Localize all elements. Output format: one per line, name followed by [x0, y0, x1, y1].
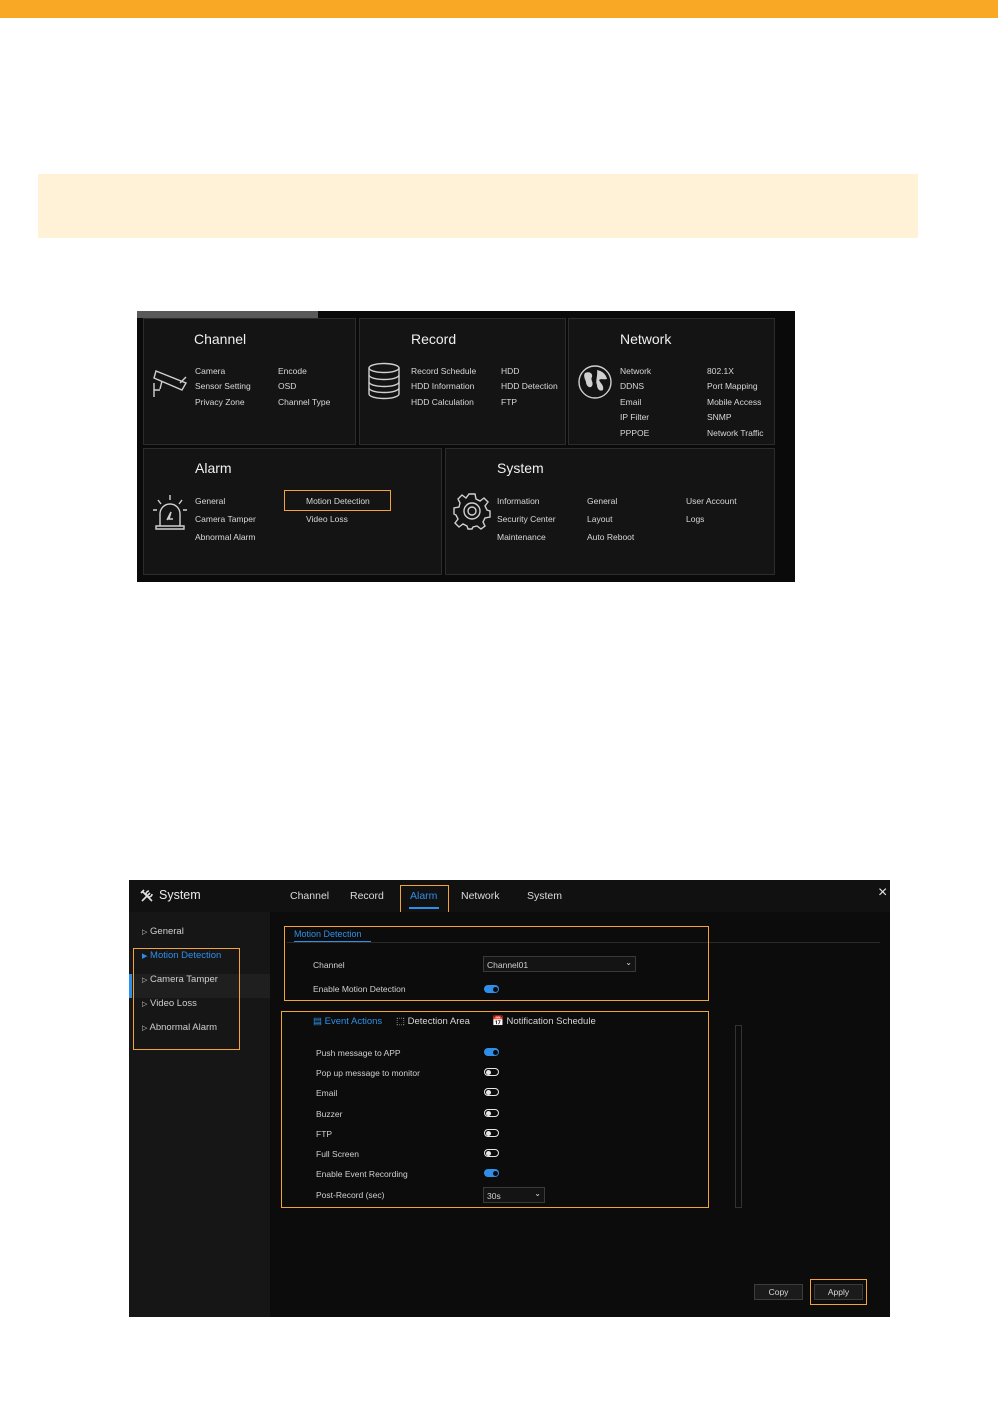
- channel-item-osd[interactable]: OSD: [278, 381, 297, 391]
- sidebar-marker-icon: ▷: [142, 929, 148, 936]
- sidebar-marker-icon: ▷: [142, 1001, 148, 1008]
- alarm-tab-highlight: [400, 885, 449, 914]
- detection-area-icon: ⬚: [396, 1016, 405, 1027]
- sidebar-marker-icon: ▶: [142, 953, 148, 960]
- top-strip: [137, 311, 318, 318]
- system-item-maintenance[interactable]: Maintenance: [497, 532, 546, 542]
- sidebar-item-label: Abnormal Alarm: [149, 1022, 218, 1033]
- calendar-icon: 📅: [492, 1016, 504, 1027]
- channel-tile[interactable]: [143, 318, 356, 445]
- note-box: [38, 174, 918, 238]
- tab-network[interactable]: Network: [461, 890, 500, 902]
- gear-icon: [453, 492, 491, 530]
- action-label: Pop up message to monitor: [316, 1068, 420, 1078]
- network-item-ip-filter[interactable]: IP Filter: [620, 412, 650, 422]
- tab-detection-area-label: Detection Area: [407, 1016, 470, 1027]
- network-item-network[interactable]: Network: [620, 366, 652, 376]
- record-item-hdd-information[interactable]: HDD Information: [411, 381, 475, 391]
- motion-detection-highlight: [284, 490, 391, 511]
- channel-label: Channel: [313, 960, 345, 970]
- alarm-light-icon: [152, 492, 188, 530]
- channel-item-privacy-zone[interactable]: Privacy Zone: [195, 397, 245, 407]
- network-item-port-mapping[interactable]: Port Mapping: [707, 381, 758, 391]
- record-item-hdd-detection[interactable]: HDD Detection: [501, 381, 558, 391]
- post-record-value: 30s: [487, 1191, 501, 1201]
- network-item-8021x[interactable]: 802.1X: [707, 366, 734, 376]
- record-tile[interactable]: [359, 318, 566, 445]
- scrollbar[interactable]: [735, 1025, 742, 1208]
- alarm-item-abnormal-alarm[interactable]: Abnormal Alarm: [195, 532, 256, 542]
- system-item-information[interactable]: Information: [497, 496, 540, 506]
- record-item-record-schedule[interactable]: Record Schedule: [411, 366, 477, 376]
- settings-header: [129, 880, 890, 912]
- settings-top-highlight: [284, 926, 709, 1001]
- alarm-item-video-loss[interactable]: Video Loss: [306, 514, 348, 524]
- apply-highlight: [810, 1279, 867, 1305]
- sidebar-marker-icon: ▷: [142, 1025, 148, 1032]
- tab-system[interactable]: System: [527, 890, 563, 902]
- network-item-network-traffic[interactable]: Network Traffic: [707, 428, 764, 438]
- channel-item-channel-type[interactable]: Channel Type: [278, 397, 331, 407]
- action-label: Buzzer: [316, 1109, 343, 1119]
- chevron-down-icon: ⌄: [625, 958, 632, 967]
- channel-title: Channel: [194, 331, 247, 347]
- sidebar-marker-icon: ▷: [142, 977, 148, 984]
- tab-alarm[interactable]: Alarm: [410, 890, 438, 902]
- tab-notification-schedule-label: Notification Schedule: [506, 1016, 596, 1027]
- action-label: Enable Event Recording: [316, 1169, 408, 1179]
- network-item-snmp[interactable]: SNMP: [707, 412, 732, 422]
- alarm-tile[interactable]: [143, 448, 442, 575]
- sidebar-item-label: Video Loss: [150, 998, 197, 1009]
- system-item-logs[interactable]: Logs: [686, 514, 705, 524]
- record-item-hdd-calculation[interactable]: HDD Calculation: [411, 397, 474, 407]
- channel-item-camera[interactable]: Camera: [195, 366, 226, 376]
- page-header-bar: [0, 0, 998, 18]
- tools-icon: [140, 889, 154, 903]
- close-icon[interactable]: ×: [878, 884, 888, 901]
- settings-app-title: System: [159, 888, 201, 902]
- globe-icon: [577, 364, 613, 400]
- network-item-email[interactable]: Email: [620, 397, 642, 407]
- action-label: FTP: [316, 1129, 333, 1139]
- system-title: System: [497, 460, 544, 476]
- network-title: Network: [620, 331, 672, 347]
- channel-select-value: Channel01: [487, 960, 529, 970]
- copy-button[interactable]: Copy: [754, 1284, 803, 1300]
- network-item-pppoe[interactable]: PPPOE: [620, 428, 650, 438]
- main-menu-screenshot: [137, 311, 795, 582]
- action-label: Push message to APP: [316, 1048, 401, 1058]
- alarm-title: Alarm: [195, 460, 232, 476]
- sidebar-item-label: General: [150, 926, 184, 937]
- database-icon: [367, 362, 401, 400]
- action-label: Email: [316, 1088, 338, 1098]
- tab-channel[interactable]: Channel: [290, 890, 330, 902]
- motion-detection-screenshot: [129, 880, 890, 1317]
- sidebar-highlight: [133, 948, 240, 1050]
- system-item-layout[interactable]: Layout: [587, 514, 613, 524]
- tab-record[interactable]: Record: [350, 890, 384, 902]
- alarm-item-motion-detection[interactable]: Motion Detection: [306, 496, 370, 506]
- network-tile[interactable]: [568, 318, 775, 445]
- system-tile[interactable]: [445, 448, 775, 575]
- channel-item-encode[interactable]: Encode: [278, 366, 307, 376]
- section-tab-motion-detection[interactable]: Motion Detection: [294, 929, 362, 939]
- record-item-hdd[interactable]: HDD: [501, 366, 520, 376]
- action-label: Full Screen: [316, 1149, 359, 1159]
- system-item-user-account[interactable]: User Account: [686, 496, 737, 506]
- event-actions-icon: ▤: [313, 1016, 322, 1027]
- tab-event-actions-label: Event Actions: [324, 1016, 383, 1027]
- post-record-label: Post-Record (sec): [316, 1190, 385, 1200]
- network-item-mobile-access[interactable]: Mobile Access: [707, 397, 762, 407]
- system-item-auto-reboot[interactable]: Auto Reboot: [587, 532, 635, 542]
- apply-button[interactable]: Apply: [814, 1284, 863, 1300]
- sidebar-item-label: Camera Tamper: [150, 974, 218, 985]
- record-item-ftp[interactable]: FTP: [501, 397, 518, 407]
- camera-icon: [152, 363, 190, 399]
- sidebar-item-general[interactable]: [142, 926, 184, 937]
- event-actions-highlight: [281, 1011, 709, 1208]
- system-item-security-center[interactable]: Security Center: [497, 514, 556, 524]
- enable-motion-label: Enable Motion Detection: [313, 984, 406, 994]
- alarm-item-general[interactable]: General: [195, 496, 226, 506]
- channel-item-sensor-setting[interactable]: Sensor Setting: [195, 381, 251, 391]
- system-item-general[interactable]: General: [587, 496, 618, 506]
- sidebar-active-bar: [129, 974, 132, 998]
- settings-sidebar: [129, 912, 270, 1317]
- alarm-item-camera-tamper[interactable]: Camera Tamper: [195, 514, 256, 524]
- chevron-down-icon: ⌄: [534, 1189, 541, 1198]
- settings-main: [270, 912, 890, 1317]
- network-item-ddns[interactable]: DDNS: [620, 381, 645, 391]
- record-title: Record: [411, 331, 457, 347]
- sidebar-item-label: Motion Detection: [150, 950, 222, 961]
